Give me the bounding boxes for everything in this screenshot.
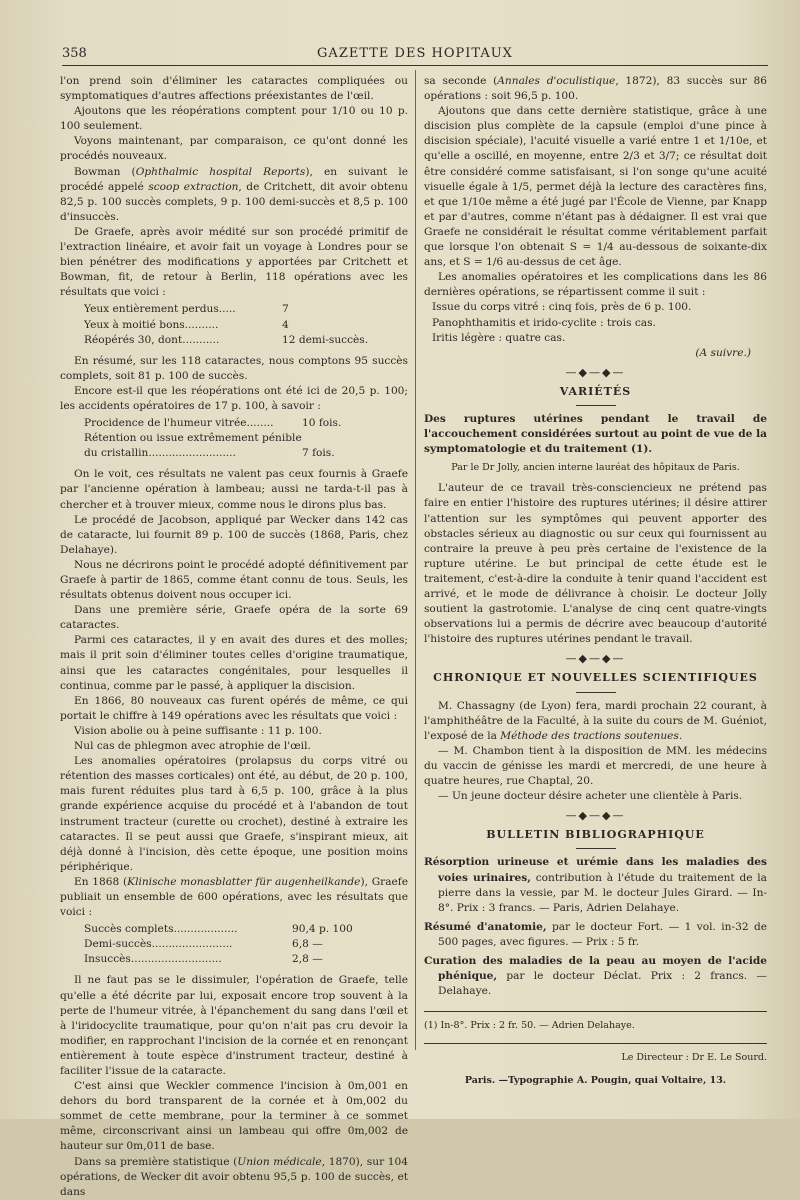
results-table-1	[84, 302, 408, 347]
list-item: Résumé d'anatomie, par le docteur Fort. — 1 vol. in-32 de 500 pages, avec figures. — Prix : 5 fr.	[424, 920, 767, 948]
right-column	[424, 74, 767, 1089]
printer-credit: Paris. —Typographie A. Pougin, quai Voltaire, 13.	[464, 1075, 727, 1087]
paragraph: Nous ne décrirons point le procédé adopté définitivement par Graefe à partir de 1865, comme étant connu de tous. Seuls, les résultats obtenus doivent nous occuper ici.	[60, 558, 408, 602]
article-byline: Par le Dr Jolly, ancien interne lauréat des hôpitaux de Paris.	[451, 462, 740, 474]
list-item: Curation des maladies de la peau au moyen de l'acide phénique, par le docteur Déclat. Prix : 2 francs. — Delahaye.	[424, 954, 767, 998]
paragraph: M. Chassagny (de Lyon) fera, mardi prochain 22 courant, à l'amphithéâtre de la Faculté, à la suite du cours de M. Guéniot, l'exposé de la Méthode des tractions soutenues.	[424, 699, 767, 742]
table-row: Demi-succès........................ 6,8 —	[84, 938, 323, 951]
table-row: Yeux entièrement perdus..... 7	[84, 303, 289, 316]
column-divider	[415, 70, 416, 1050]
paragraph: sa seconde (Annales d'oculistique, 1872), 83 succès sur 86 opérations : soit 96,5 p. 100.	[424, 75, 768, 103]
paragraph: Parmi ces cataractes, il y en avait des dures et des molles; mais il prit soin d'éliminer toutes celles d'origine traumatique, ainsi que les cataractes congénitales, pour lesquelles il continua, comme par le passé, à appliquer la discision.	[60, 634, 408, 692]
paragraph: Dans sa première statistique (Union médicale, 1870), sur 104 opérations, de Wecker dit avoir obtenu 95,5 p. 100 de succès, et dans	[60, 1155, 408, 1198]
paragraph: l'on prend soin d'éliminer les cataractes compliquées ou symptomatiques d'autres affections préexistantes de l'œil.	[60, 75, 408, 103]
paragraph: Vision abolie ou à peine suffisante : 11 p. 100.	[74, 724, 322, 737]
paragraph: Les anomalies opératoires et les complications dans les 86 dernières opérations, se répartissent comme il suit :	[424, 271, 767, 299]
publication-title: GAZETTE DES HOPITAUX	[317, 46, 513, 61]
left-column	[60, 74, 408, 1200]
paragraph: En résumé, sur les 118 cataractes, nous comptons 95 succès complets, soit 81 p. 100 de succès.	[60, 354, 408, 382]
director-credit: Le Directeur : Dr E. Le Sourd.	[424, 1043, 767, 1065]
section-ornament: —◆—◆—	[565, 809, 626, 823]
page-number: 358	[62, 46, 87, 61]
footnote: (1) In-8°. Prix : 2 fr. 50. — Adrien Delahaye.	[424, 1011, 767, 1033]
table-row: Succès complets................... 90,4 p. 100	[84, 923, 353, 936]
page-header	[62, 44, 768, 66]
complication-list	[432, 300, 767, 345]
paragraph: On le voit, ces résultats ne valent pas ceux fournis à Graefe par l'ancienne opération à lambeau; aussi ne tarda-t-il pas à chercher et à trouver mieux, comme nous le dirons plus bas.	[60, 468, 408, 511]
table-row: Procidence de l'humeur vitrée........ 10 fois.	[84, 417, 342, 430]
paragraph: Ajoutons que les réopérations comptent pour 1/10 ou 10 p. 100 seulement.	[60, 105, 408, 133]
section-title-varietes: VARIÉTÉS	[559, 384, 632, 398]
list-item: Iritis légère : quatre cas.	[432, 331, 566, 344]
paragraph: C'est ainsi que Weckler commence l'incision à 0m,001 en dehors du bord transparent de la cornée et à 0m,002 du sommet de cette membrane, pour la terminer à ce sommet même, circonscrivant ainsi un lambeau qui offre 0m,002 de hauteur sur 0m,011 de base.	[60, 1080, 408, 1153]
divider	[576, 848, 616, 849]
table-row: Rétention ou issue extrêmement pénible	[84, 432, 302, 445]
header-rule	[62, 65, 768, 66]
paragraph: Nul cas de phlegmon avec atrophie de l'œil.	[74, 740, 311, 753]
paragraph: En 1866, 80 nouveaux cas furent opérés de même, ce qui portait le chiffre à 149 opérations avec les résultats que voici :	[60, 694, 408, 722]
bibliography-list	[424, 855, 767, 999]
paragraph: — M. Chambon tient à la disposition de MM. les médecins du vaccin de génisse les mardi et mercredi, de une heure à quatre heures, rue Chaptal, 20.	[424, 744, 767, 788]
paragraph: — Un jeune docteur désire acheter une clientèle à Paris.	[438, 790, 743, 803]
paragraph: Le procédé de Jacobson, appliqué par Wecker dans 142 cas de cataracte, lui fournit 89 p. 100 de succès (1868, Paris, chez Delahaye).	[60, 513, 408, 556]
list-item: Résorption urineuse et urémie dans les maladies des voies urinaires, contribution à l'étude du traitement de la pierre dans la vessie, par M. le docteur Jules Girard. — In-8°. Prix : 3 francs. — Paris, Adrien Delahaye.	[424, 856, 767, 914]
table-row: du cristallin.......................... 7 fois.	[84, 447, 335, 460]
list-item: Issue du corps vitré : cinq fois, près de 6 p. 100.	[432, 301, 692, 314]
results-table-3	[84, 922, 408, 967]
list-item: Panophthamitis et irido-cyclite : trois cas.	[432, 316, 656, 329]
paragraph: Il ne faut pas se le dissimuler, l'opération de Graefe, telle qu'elle a été décrite par lui, exposait encore trop souvent à la perte de l'humeur vitrée, à l'épanchement du sang dans l'œil et à l'iridocyclite traumatique, pour qu'on n'ait pas cru devoir la modifier, en rapprochant l'incision de la cornée et en renonçant entièrement à toute espèce d'instrument tracteur, destiné à faciliter l'issue de la cataracte.	[60, 974, 408, 1077]
section-ornament: —◆—◆—	[565, 652, 626, 666]
table-row: Yeux à moitié bons.......... 4	[84, 318, 289, 331]
paragraph: De Graefe, après avoir médité sur son procédé primitif de l'extraction linéaire, et avoir fait un voyage à Londres pour se bien pénétrer des modifications y apportées par Critchett et Bowman, fit, de retour à Berlin, 118 opérations avec les résultats que voici :	[60, 225, 408, 299]
paragraph: Encore est-il que les réopérations ont été ici de 20,5 p. 100; les accidents opératoires de 17 p. 100, à savoir :	[60, 384, 408, 412]
table-row: Insuccès........................... 2,8 —	[84, 953, 323, 966]
to-be-continued: (A suivre.)	[695, 346, 751, 359]
section-ornament: —◆—◆—	[565, 365, 626, 379]
article-title: Des ruptures utérines pendant le travail de l'accouchement considérées surtout au point de vue de la symptomatologie et du traitement (1).	[424, 412, 767, 456]
results-table-2	[84, 416, 408, 461]
paragraph: Ajoutons que dans cette dernière statistique, grâce à une discision plus complète de la capsule (emploi d'une pince à discision spéciale), l'acuité visuelle a varié entre 1 et 1/10e, et qu'elle a oscillé, en moyenne, entre 2/3 et 3/7; ce résultat doit être considéré comme satisfaisant, si l'on songe qu'une acuité visuelle égale à 1/5, permet déjà la lecture des caractères fins, et que 1/10e même a été jugé par l'École de Vienne, par Knapp et par d'autres, comme n'étant pas à dédaigner. Il est vrai que Graefe ne considérait le résultat comme véritablement parfait que lorsque l'on obtenait S = 1/4 au-dessous de soixante-dix ans, et S = 1/6 au-dessus de cet âge.	[424, 105, 767, 269]
divider	[576, 692, 616, 693]
section-title-bulletin: BULLETIN BIBLIOGRAPHIQUE	[486, 828, 705, 842]
paragraph: Voyons maintenant, par comparaison, ce qu'ont donné les procédés nouveaux.	[60, 135, 408, 163]
table-row: Réopérés 30, dont........... 12 demi-succès.	[84, 333, 369, 346]
paragraph: En 1868 (Klinische monasblatter für augenheilkande), Graefe publiait un ensemble de 600 opérations, avec les résultats que voici :	[60, 875, 408, 919]
divider	[576, 405, 616, 406]
section-title-chronique: CHRONIQUE ET NOUVELLES SCIENTIFIQUES	[433, 671, 758, 685]
paragraph: Bowman (Ophthalmic hospital Reports), en suivant le procédé appelé scoop extraction, de Critchett, dit avoir obtenu 82,5 p. 100 succès complets, 9 p. 100 demi-succès et 8,5 p. 100 d'insuccès.	[60, 165, 408, 223]
paragraph: L'auteur de ce travail très-consciencieux ne prétend pas faire en entier l'histoire des ruptures utérines; il désire attirer l'attention sur les symptômes qui peuvent apporter des obstacles sérieux au diagnostic ou sur ceux qui fournissent au contraire la preuve à peu près certaine de l'existence de la rupture utérine. Le but principal de cette étude est le traitement, c'est-à-dire la conduite à tenir quand l'accident est arrivé, et le mode de délivrance à choisir. Le docteur Jolly soutient la gastrotomie. L'analyse de cinq cent quatre-vingts observations lui a permis de décrire avec beaucoup d'autorité l'histoire des ruptures utérines pendant le travail.	[424, 482, 767, 646]
paragraph: Dans une première série, Graefe opéra de la sorte 69 cataractes.	[60, 604, 408, 632]
paragraph: Les anomalies opératoires (prolapsus du corps vitré ou rétention des masses corticales) ont été, au début, de 20 p. 100, mais furent réduites plus tard à 6,5 p. 100, grâce à la plus grande expérience acquise du procédé et à l'abandon de tout instrument tracteur (curette ou crochet), destiné à extraire les cataractes. Il se peut aussi que Graefe, s'inspirant mieux, ait déjà donné à l'incision, dès cette époque, une position moins périphérique.	[60, 755, 408, 873]
